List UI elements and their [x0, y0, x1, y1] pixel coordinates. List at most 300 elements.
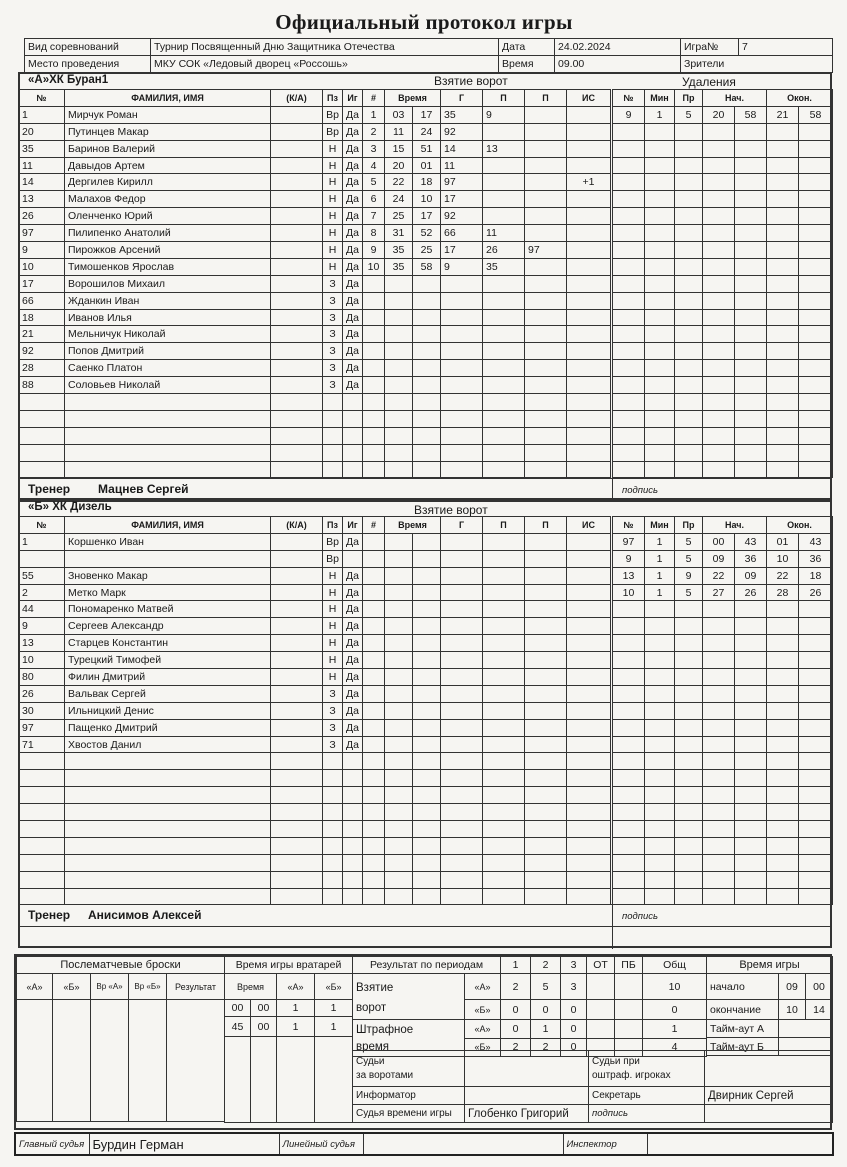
- penalty-reason: 5: [675, 106, 703, 123]
- goal-assist-2: [525, 174, 567, 191]
- penalty-end-sec: [799, 461, 833, 478]
- player-number: 18: [19, 309, 65, 326]
- goal-scorer: [441, 567, 483, 584]
- goal-scorer: [441, 533, 483, 550]
- penalty-start-min: [703, 652, 735, 669]
- goal-row: [363, 550, 611, 567]
- penalty-end-sec: [799, 140, 833, 157]
- penalty-start-sec: [735, 275, 767, 292]
- penalty-player-number: [613, 618, 645, 635]
- penalty-reason: [675, 871, 703, 888]
- goal-second: 24: [413, 123, 441, 140]
- player-name: [65, 854, 271, 871]
- player-played: Да: [343, 360, 363, 377]
- penalty-minutes: [645, 326, 675, 343]
- player-position: Н: [323, 174, 343, 191]
- player-played: [343, 821, 363, 838]
- player-played: Да: [343, 652, 363, 669]
- player-row: [19, 427, 363, 444]
- goal-scorer: [441, 871, 483, 888]
- player-row: [19, 394, 363, 411]
- timekeeper-label: Судья времени игры: [353, 1105, 465, 1123]
- penalty-minutes: [645, 275, 675, 292]
- goal-second: [413, 719, 441, 736]
- player-row: [19, 377, 363, 394]
- player-position: Н: [323, 601, 343, 618]
- penalty-start-min: [703, 140, 735, 157]
- penalty-start-sec: [735, 821, 767, 838]
- penalty-row: [613, 770, 833, 787]
- goalie-team-b: «Б»: [315, 974, 353, 1000]
- player-ka: [271, 584, 323, 601]
- player-played: Да: [343, 618, 363, 635]
- goal-scorer: 66: [441, 225, 483, 242]
- player-name: Соловьев Николай: [65, 377, 271, 394]
- team-b-goals-table: [362, 516, 611, 905]
- goal-assist-2: [525, 208, 567, 225]
- penalty-start-min: [703, 736, 735, 753]
- pen-b-p2: 2: [531, 1038, 561, 1057]
- penalty-row: [613, 444, 833, 461]
- player-number: [19, 394, 65, 411]
- goal-assist-2: [525, 444, 567, 461]
- spectators-label: Зрители: [681, 56, 833, 73]
- goal-row: [363, 309, 611, 326]
- penalty-reason: [675, 208, 703, 225]
- period-2-header: 2: [531, 957, 561, 974]
- penalty-row: [613, 787, 833, 804]
- player-ka: [271, 444, 323, 461]
- penalty-end-sec: [799, 871, 833, 888]
- penalty-minutes: [645, 410, 675, 427]
- venue-label: Место проведения: [25, 56, 151, 73]
- goals-b-p2: 0: [531, 1000, 561, 1020]
- penalty-row: [613, 533, 833, 550]
- player-position: [323, 888, 343, 905]
- goal-situation: [567, 275, 611, 292]
- player-row: [19, 208, 363, 225]
- player-name: [65, 444, 271, 461]
- goal-scorer: [441, 444, 483, 461]
- goal-assist-1: [483, 394, 525, 411]
- player-position: Н: [323, 225, 343, 242]
- player-ka: [271, 871, 323, 888]
- pen-a-ot: [587, 1020, 615, 1039]
- player-ka: [271, 787, 323, 804]
- penalty-player-number: [613, 652, 645, 669]
- goal-row: [363, 685, 611, 702]
- goal-assist-1: [483, 275, 525, 292]
- goal-minute: [385, 652, 413, 669]
- goal-assist-2: [525, 736, 567, 753]
- player-number: 9: [19, 242, 65, 259]
- col-position: Пз: [323, 517, 343, 534]
- player-played: [343, 753, 363, 770]
- goal-scorer: [441, 427, 483, 444]
- penalty-start-sec: [735, 685, 767, 702]
- penalty-end-min: [767, 837, 799, 854]
- player-position: З: [323, 309, 343, 326]
- player-number: [19, 410, 65, 427]
- player-ka: [271, 854, 323, 871]
- goalie-row-2-b: 1: [315, 1017, 353, 1037]
- penalty-reason: [675, 191, 703, 208]
- penalty-row: [613, 618, 833, 635]
- penalty-player-number: [613, 174, 645, 191]
- penalty-start-min: [703, 461, 735, 478]
- player-position: [323, 770, 343, 787]
- penalty-reason: [675, 787, 703, 804]
- team-b-signature: подпись: [622, 911, 659, 922]
- goal-second: [413, 821, 441, 838]
- goal-minute: [385, 567, 413, 584]
- penalty-player-number: 9: [613, 106, 645, 123]
- player-ka: [271, 652, 323, 669]
- goal-situation: [567, 461, 611, 478]
- goal-index: [363, 461, 385, 478]
- player-row: [19, 275, 363, 292]
- venue-value: МКУ СОК «Ледовый дворец «Россошь»: [151, 56, 499, 73]
- goal-scorer: [441, 461, 483, 478]
- goal-index: 10: [363, 258, 385, 275]
- goal-row: [363, 854, 611, 871]
- referees-row: [14, 1132, 834, 1156]
- penalty-end-min: [767, 242, 799, 259]
- player-position: З: [323, 719, 343, 736]
- goal-second: [413, 427, 441, 444]
- col-played: Иг: [343, 517, 363, 534]
- penalty-player-number: [613, 804, 645, 821]
- goal-row: [363, 123, 611, 140]
- penalty-start-min: [703, 804, 735, 821]
- goal-minute: [385, 854, 413, 871]
- team-b-roster: [18, 516, 363, 905]
- goal-assist-2: [525, 123, 567, 140]
- player-played: [343, 394, 363, 411]
- penalty-row: [613, 292, 833, 309]
- goal-scorer: 35: [441, 106, 483, 123]
- penalty-minutes: [645, 702, 675, 719]
- player-number: 80: [19, 669, 65, 686]
- penalty-end-min: [767, 444, 799, 461]
- player-position: Н: [323, 669, 343, 686]
- player-position: З: [323, 377, 343, 394]
- player-ka: [271, 157, 323, 174]
- penalty-row: [613, 702, 833, 719]
- penalty-player-number: [613, 635, 645, 652]
- goal-second: [413, 292, 441, 309]
- player-position: [323, 837, 343, 854]
- penalty-row: [613, 871, 833, 888]
- goal-situation: [567, 309, 611, 326]
- penalty-row: [613, 635, 833, 652]
- goal-situation: [567, 584, 611, 601]
- player-ka: [271, 719, 323, 736]
- penalty-end-min: [767, 635, 799, 652]
- goal-minute: [385, 444, 413, 461]
- penalty-end-sec: [799, 770, 833, 787]
- goal-minute: [385, 601, 413, 618]
- penalty-end-sec: [799, 601, 833, 618]
- player-played: Да: [343, 123, 363, 140]
- player-ka: [271, 140, 323, 157]
- player-position: [323, 787, 343, 804]
- penalty-start-sec: [735, 871, 767, 888]
- penalty-reason: [675, 292, 703, 309]
- goal-assist-1: [483, 309, 525, 326]
- player-played: Да: [343, 208, 363, 225]
- player-position: [323, 821, 343, 838]
- penalty-player-number: [613, 427, 645, 444]
- goal-assist-1: [483, 377, 525, 394]
- player-name: Турецкий Тимофей: [65, 652, 271, 669]
- penalty-row: [613, 584, 833, 601]
- goal-assist-2: [525, 854, 567, 871]
- goal-scorer: [441, 669, 483, 686]
- player-ka: [271, 326, 323, 343]
- player-number: [19, 753, 65, 770]
- player-row: [19, 719, 363, 736]
- penalty-row: [613, 309, 833, 326]
- shootout-team-b: «Б»: [53, 974, 91, 1000]
- penalty-minutes: [645, 618, 675, 635]
- goal-minute: [385, 669, 413, 686]
- goal-index: [363, 702, 385, 719]
- team-a-penalties-title: Удаления: [682, 75, 736, 89]
- player-number: 28: [19, 360, 65, 377]
- player-ka: [271, 821, 323, 838]
- goal-assist-1: [483, 736, 525, 753]
- shootout-header: ПБ: [615, 957, 643, 974]
- penalty-end-min: [767, 326, 799, 343]
- goal-second: [413, 444, 441, 461]
- penalty-row: [613, 719, 833, 736]
- goal-index: [363, 618, 385, 635]
- penalty-start-sec: [735, 326, 767, 343]
- goal-assist-1: [483, 669, 525, 686]
- player-number: [19, 550, 65, 567]
- goal-row: [363, 753, 611, 770]
- goal-assist-1: [483, 837, 525, 854]
- penalty-end-min: [767, 123, 799, 140]
- penalty-row: [613, 410, 833, 427]
- penalty-row: [613, 854, 833, 871]
- goal-index: [363, 326, 385, 343]
- goal-assist-1: [483, 685, 525, 702]
- penalty-start-min: 27: [703, 584, 735, 601]
- goal-minute: 03: [385, 106, 413, 123]
- penalty-start-min: [703, 377, 735, 394]
- goal-scorer: [441, 837, 483, 854]
- penalty-minutes: [645, 343, 675, 360]
- player-played: Да: [343, 225, 363, 242]
- penalty-row: [613, 888, 833, 905]
- player-name: Давыдов Артем: [65, 157, 271, 174]
- penalty-row: [613, 123, 833, 140]
- goal-second: [413, 410, 441, 427]
- penalty-start-sec: [735, 787, 767, 804]
- goal-index: [363, 821, 385, 838]
- goal-second: [413, 326, 441, 343]
- col-pen-end: Окон.: [767, 90, 833, 107]
- penalty-reason: [675, 635, 703, 652]
- player-number: 35: [19, 140, 65, 157]
- goal-second: [413, 550, 441, 567]
- goal-assist-2: [525, 821, 567, 838]
- goal-scorer: [441, 360, 483, 377]
- col-goal-time: Время: [385, 517, 441, 534]
- penbox-judges-label: Судьи при оштраф. игроках: [589, 1051, 705, 1087]
- penalty-end-sec: [799, 157, 833, 174]
- goal-assist-2: [525, 427, 567, 444]
- player-name: Пирожков Арсений: [65, 242, 271, 259]
- player-row: [19, 410, 363, 427]
- penalty-row: [613, 275, 833, 292]
- goal-second: [413, 787, 441, 804]
- player-ka: [271, 258, 323, 275]
- goal-situation: [567, 533, 611, 550]
- goal-assist-2: [525, 601, 567, 618]
- timekeeper-name: Глобенко Григорий: [465, 1105, 589, 1123]
- goal-index: [363, 770, 385, 787]
- team-b-penalties-table: [612, 516, 833, 905]
- player-row: [19, 326, 363, 343]
- col-goal-scorer: Г: [441, 90, 483, 107]
- penalty-minutes: [645, 427, 675, 444]
- goals-a-p1: 2: [501, 974, 531, 1000]
- goal-row: [363, 292, 611, 309]
- goal-minute: [385, 461, 413, 478]
- penalty-end-sec: [799, 326, 833, 343]
- penalty-start-min: [703, 157, 735, 174]
- goal-second: [413, 343, 441, 360]
- player-number: [19, 854, 65, 871]
- player-ka: [271, 377, 323, 394]
- goal-assist-2: [525, 770, 567, 787]
- page-title: Официальный протокол игры: [275, 10, 573, 34]
- game-end-minute: 14: [806, 1000, 833, 1020]
- goal-assist-1: [483, 567, 525, 584]
- goal-second: 17: [413, 208, 441, 225]
- goal-situation: [567, 258, 611, 275]
- penalty-row: [613, 191, 833, 208]
- goal-minute: [385, 533, 413, 550]
- player-row: [19, 702, 363, 719]
- penalty-minutes: [645, 652, 675, 669]
- penalty-player-number: [613, 410, 645, 427]
- player-row: [19, 258, 363, 275]
- penalty-start-sec: [735, 888, 767, 905]
- player-row: [19, 225, 363, 242]
- goal-situation: [567, 157, 611, 174]
- player-position: [323, 804, 343, 821]
- goal-row: [363, 567, 611, 584]
- game-protocol-sheet: [14, 8, 834, 1160]
- player-ka: [271, 360, 323, 377]
- penalty-end-sec: [799, 837, 833, 854]
- goal-row: [363, 719, 611, 736]
- goal-assist-2: [525, 377, 567, 394]
- penalty-end-min: [767, 461, 799, 478]
- goal-second: [413, 753, 441, 770]
- player-name: Баринов Валерий: [65, 140, 271, 157]
- goal-second: [413, 685, 441, 702]
- player-position: Н: [323, 208, 343, 225]
- penalty-end-sec: [799, 191, 833, 208]
- penalty-start-sec: [735, 157, 767, 174]
- goalie-time-title: Время игры вратарей: [225, 957, 353, 974]
- player-row: [19, 871, 363, 888]
- goal-assist-2: [525, 702, 567, 719]
- goal-second: [413, 770, 441, 787]
- player-row: [19, 753, 363, 770]
- goal-row: [363, 461, 611, 478]
- player-position: Н: [323, 157, 343, 174]
- penalty-start-min: 22: [703, 567, 735, 584]
- goal-assist-2: [525, 652, 567, 669]
- penalty-reason: [675, 837, 703, 854]
- player-row: [19, 618, 363, 635]
- penalty-start-sec: [735, 123, 767, 140]
- player-name: Саенко Платон: [65, 360, 271, 377]
- goal-assist-1: [483, 871, 525, 888]
- goal-minute: [385, 787, 413, 804]
- goalie-row-1-mm: 00: [225, 1000, 251, 1017]
- penalty-reason: [675, 140, 703, 157]
- goal-row: [363, 275, 611, 292]
- goal-assist-1: [483, 652, 525, 669]
- player-name: Мирчук Роман: [65, 106, 271, 123]
- goal-row: [363, 427, 611, 444]
- player-ka: [271, 309, 323, 326]
- player-row: [19, 550, 363, 567]
- col-assist-1: П: [483, 517, 525, 534]
- goal-row: [363, 444, 611, 461]
- goal-index: [363, 787, 385, 804]
- player-name: [65, 753, 271, 770]
- penalty-end-min: [767, 394, 799, 411]
- goal-row: [363, 635, 611, 652]
- bottom-signature: подпись: [589, 1105, 705, 1123]
- penalty-row: [613, 601, 833, 618]
- player-number: [19, 804, 65, 821]
- team-a-roster: [18, 89, 363, 478]
- penalty-minutes: [645, 360, 675, 377]
- player-number: 1: [19, 106, 65, 123]
- date-value: 24.02.2024: [555, 39, 681, 56]
- player-row: [19, 157, 363, 174]
- penalty-end-sec: 58: [799, 106, 833, 123]
- goal-assist-2: [525, 550, 567, 567]
- player-position: [323, 854, 343, 871]
- penalty-start-min: [703, 208, 735, 225]
- player-played: Да: [343, 157, 363, 174]
- penalty-reason: [675, 225, 703, 242]
- player-ka: [271, 242, 323, 259]
- penalty-reason: [675, 854, 703, 871]
- player-row: [19, 242, 363, 259]
- col-ka: (К/А): [271, 90, 323, 107]
- penalty-reason: [675, 702, 703, 719]
- goal-row: [363, 618, 611, 635]
- penalty-reason: [675, 461, 703, 478]
- penalty-reason: [675, 618, 703, 635]
- penalty-row: [613, 753, 833, 770]
- player-ka: [271, 736, 323, 753]
- goal-assist-1: [483, 533, 525, 550]
- player-position: Н: [323, 567, 343, 584]
- divider: [612, 905, 613, 949]
